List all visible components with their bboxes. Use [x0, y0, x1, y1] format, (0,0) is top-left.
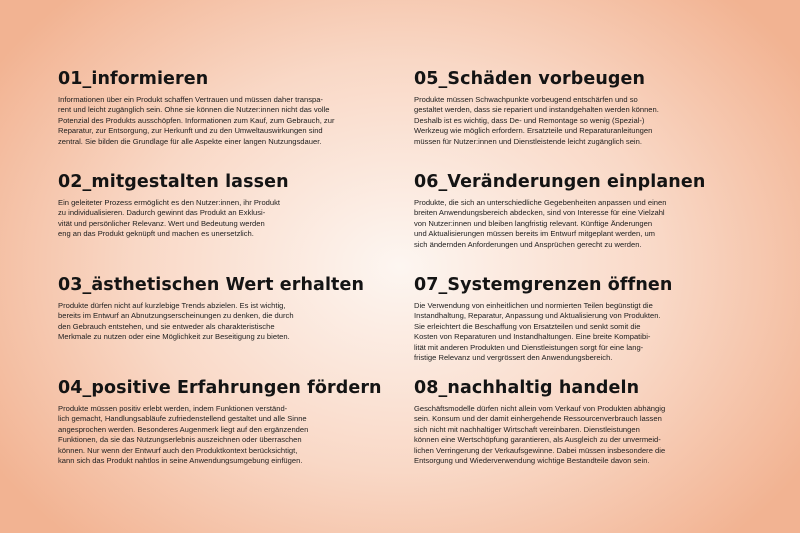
principle-03: [58, 274, 398, 377]
text-line: lität mit anderen Produkten und Dienstleistungen sorgt für eine lang-: [414, 342, 644, 352]
text-line: Die Verwendung von einheitlichen und normierten Teilen begünstigt die: [414, 301, 653, 310]
text-line: Funktionen, da sie das Nutzungserlebnis auszeichnen oder überraschen: [58, 435, 302, 445]
text-line: lichen Verringerung der Verkaufsgewinne. Dabei müssen insbesondere die: [414, 445, 666, 455]
principle-text: [414, 198, 754, 250]
text-line: kann sich das Produkt nahtlos in seine Anwendungsumgebung einfügen.: [58, 456, 303, 466]
principle-title: 01_informieren: [58, 69, 209, 89]
principle-text: [414, 301, 754, 363]
text-line: Kosten von Reparaturen und Instandhaltungen. Eine breite Kompatibi-: [414, 332, 651, 342]
principle-04: [58, 377, 398, 480]
text-line: müssen für Nutzer:innen und Dienstleistende leicht zugänglich sein.: [414, 136, 642, 146]
principle-title: 03_ästhetischen Wert erhalten: [58, 275, 365, 295]
text-line: Produkte müssen Schwachpunkte vorbeugend entschärfen und so: [414, 95, 638, 104]
text-line: können eine Wertschöpfung garantieren, als Ausgleich zu der unvermeid-: [414, 435, 661, 445]
principle-02: [58, 171, 398, 274]
principle-08: [414, 377, 754, 480]
text-line: den Gebrauch entstehen, und sie entweder als charakteristische: [58, 321, 275, 331]
text-line: Sie erleichtert die Beschaffung von Ersatzteilen und senkt somit die: [414, 321, 641, 331]
principle-text: [58, 95, 398, 147]
text-line: breiten Anwendungsbereich abdecken, sind von Interesse für eine Vielzahl: [414, 208, 665, 218]
text-line: angesprochen werden. Besonderes Augenmerk liegt auf den ergänzenden: [58, 424, 309, 434]
text-line: sich ändernden Anforderungen und Ansprüchen gerecht zu werden.: [414, 239, 642, 249]
principle-text: [58, 404, 398, 466]
text-line: können. Nur wenn der Entwurf auch den Produktkontext berücksichtigt,: [58, 445, 298, 455]
principle-title: 05_Schäden vorbeugen: [414, 69, 646, 89]
text-line: lich gemacht, Handlungsabläufe zufriedenstellend gestaltet und alle Sinne: [58, 414, 307, 424]
text-line: Ein geleiteter Prozess ermöglicht es den Nutzer:innen, ihr Produkt: [58, 198, 281, 207]
principle-text: [58, 301, 398, 343]
text-line: gestaltet werden, dass sie repariert und instandgehalten werden können.: [414, 105, 659, 115]
principle-06: [414, 171, 754, 274]
text-line: Reparatur, zur Entsorgung, zur Herkunft und zu den Umweltauswirkungen sind: [58, 126, 323, 136]
text-line: vität und persönlicher Relevanz. Wert und Bedeutung werden: [58, 218, 265, 228]
text-line: Informationen über ein Produkt schaffen Vertrauen und müssen daher transpa-: [58, 95, 323, 104]
text-line: zu individualisieren. Dadurch gewinnt das Produkt an Exklusi-: [58, 208, 266, 218]
principle-text: [58, 198, 398, 240]
text-line: rent und leicht zugänglich sein. Ohne sie können die Nutzer:innen nicht das volle: [58, 105, 330, 115]
text-line: Geschäftsmodelle dürfen nicht allein vom Verkauf von Produkten abhängig: [414, 404, 666, 413]
principle-text: [414, 404, 754, 466]
principle-title: 08_nachhaltig handeln: [414, 378, 640, 398]
principle-text: [414, 95, 754, 147]
text-line: von Nutzer:innen und bleiben langfristig relevant. Künftige Änderungen: [414, 218, 653, 228]
text-line: sein. Konsum und der damit einhergehende Ressourcenverbrauch lassen: [414, 414, 662, 424]
text-line: Produkte dürfen nicht auf kurzlebige Trends abzielen. Es ist wichtig,: [58, 301, 286, 310]
principles-column-right: [414, 68, 754, 480]
principle-title: 06_Veränderungen einplanen: [414, 172, 706, 192]
text-line: Produkte müssen positiv erlebt werden, indem Funktionen verständ-: [58, 404, 288, 413]
principle-title: 07_Systemgrenzen öffnen: [414, 275, 673, 295]
text-line: Produkte, die sich an unterschiedliche Gegebenheiten anpassen und einen: [414, 198, 667, 207]
text-line: und Aktualisierungen müssen bereits im Entwurf mitgeplant werden, um: [414, 229, 656, 239]
principle-05: [414, 68, 754, 171]
principles-column-left: [58, 68, 398, 480]
text-line: Merkmale zu nutzen oder eine Möglichkeit zur Beseitigung zu bieten.: [58, 332, 290, 342]
principle-07: [414, 274, 754, 377]
text-line: fristige Relevanz und vergrössert den Anwendungsbereich.: [414, 353, 613, 363]
text-line: zentral. Sie bilden die Grundlage für alle Aspekte einer langen Nutzungsdauer.: [58, 136, 322, 146]
text-line: Entsorgung und Wiederverwendung wichtige Bestandteile davon sein.: [414, 456, 650, 466]
principle-title: 02_mitgestalten lassen: [58, 172, 289, 192]
text-line: bereits im Entwurf an Abnutzungserscheinungen zu denken, die durch: [58, 311, 294, 321]
text-line: eng an das Produkt geknüpft und machen es unersetzlich.: [58, 229, 254, 239]
principle-01: [58, 68, 398, 171]
text-line: Instandhaltung, Reparatur, Anpassung und Aktualisierung von Produkten.: [414, 311, 661, 321]
text-line: Werkzeug wie möglich erfordern. Ersatzteile und Reparaturanleitungen: [414, 126, 653, 136]
text-line: Deshalb ist es wichtig, dass De- und Remontage so wenig (Spezial-): [414, 115, 645, 125]
text-line: Potenzial des Produkts ausschöpfen. Informationen zum Kauf, zum Gebrauch, zur: [58, 115, 335, 125]
text-line: sich nicht mit nachhaltiger Wirtschaft vereinbaren. Dienstleistungen: [414, 424, 640, 434]
principle-title: 04_positive Erfahrungen fördern: [58, 378, 382, 398]
